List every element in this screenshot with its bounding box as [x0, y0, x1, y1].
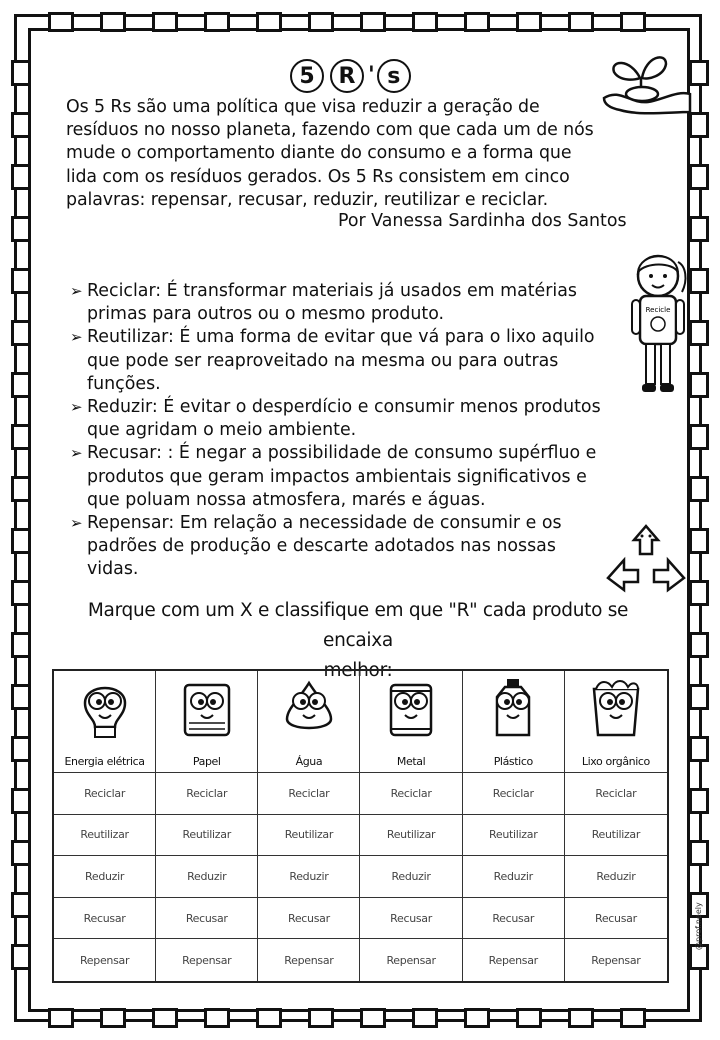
list-item-line: funções.	[87, 373, 161, 394]
bullet-arrow-icon: ➢	[70, 328, 83, 347]
bullet-arrow-icon: ➢	[70, 514, 83, 533]
border-link	[204, 1008, 230, 1028]
table-header-label: Energia elétrica	[64, 755, 145, 768]
table-option-cell[interactable]: Recusar	[463, 898, 565, 940]
border-link	[568, 1008, 594, 1028]
table-option-cell[interactable]: Repensar	[360, 939, 462, 981]
intro-line: mude o comportamento diante do consumo e a forma que	[66, 143, 572, 164]
lightbulb-character-icon	[75, 679, 135, 739]
border-link	[11, 580, 31, 606]
plant-in-hand-icon	[600, 38, 696, 118]
border-link	[100, 1008, 126, 1028]
border-link	[11, 840, 31, 866]
list-item-line: que pode ser reaproveitado na mesma ou para outras	[87, 350, 559, 371]
border-link	[11, 320, 31, 346]
table-header-cell	[54, 671, 156, 773]
list-item-line: Reciclar: É transformar materiais já usados em matérias	[87, 281, 577, 301]
table-option-cell[interactable]: Reutilizar	[156, 815, 258, 857]
title-number: 5	[290, 59, 324, 93]
list-item-line: Reutilizar: É uma forma de evitar que vá para o lixo aquilo	[87, 327, 595, 348]
border-link	[11, 944, 31, 970]
table-header-label: Lixo orgânico	[581, 755, 650, 768]
border-link	[11, 684, 31, 710]
table-option-cell[interactable]: Reutilizar	[565, 815, 667, 857]
water-drop-character-icon	[279, 679, 339, 739]
intro-line: Os 5 Rs são uma política que visa reduzir a geração de	[66, 97, 540, 117]
border-link	[689, 632, 709, 658]
border-link	[256, 12, 282, 32]
border-link	[689, 476, 709, 502]
table-option-cell[interactable]: Reciclar	[360, 773, 462, 815]
border-link	[11, 216, 31, 242]
border-link	[412, 12, 438, 32]
border-link	[48, 1008, 74, 1028]
table-header-label: Papel	[192, 755, 221, 768]
table-option-cell[interactable]: Reciclar	[258, 773, 360, 815]
border-link	[204, 12, 230, 32]
table-option-cell[interactable]: Reciclar	[156, 773, 258, 815]
title-letter: R	[330, 59, 364, 93]
border-link	[11, 372, 31, 398]
classification-table	[52, 669, 669, 983]
table-option-cell[interactable]: Repensar	[463, 939, 565, 981]
table-option-cell[interactable]: Reduzir	[360, 856, 462, 898]
border-link	[620, 1008, 646, 1028]
instruction-line: Marque com um X e classifique em que "R" cada produto se encaixa	[87, 600, 629, 651]
table-option-cell[interactable]: Repensar	[54, 939, 156, 981]
border-link	[689, 372, 709, 398]
border-link	[464, 1008, 490, 1028]
border-link	[100, 12, 126, 32]
border-link	[11, 60, 31, 86]
table-option-cell[interactable]: Recusar	[565, 898, 667, 940]
table-option-cell[interactable]: Repensar	[156, 939, 258, 981]
table-option-cell[interactable]: Reutilizar	[54, 815, 156, 857]
bullet-arrow-icon: ➢	[70, 282, 83, 300]
border-link	[48, 12, 74, 32]
intro-line: palavras: repensar, recusar, reduzir, reutilizar e reciclar.	[66, 189, 549, 210]
border-link	[11, 892, 31, 918]
intro-line: lida com os resíduos gerados. Os 5 Rs consistem em cinco	[66, 166, 570, 187]
table-option-cell[interactable]: Reciclar	[565, 773, 667, 815]
girl-shirt-text: Recicle	[645, 306, 671, 314]
border-link	[11, 632, 31, 658]
table-option-cell[interactable]: Reutilizar	[258, 815, 360, 857]
list-item-reduzir	[70, 396, 640, 442]
list-item-line: que poluam nossa atmosfera, marés e águas.	[87, 489, 486, 510]
border-link	[689, 268, 709, 294]
table-header-cell	[156, 671, 258, 773]
list-item-line: Recusar: : É negar a possibilidade de consumo supérfluo e	[87, 443, 597, 464]
list-item-recusar	[70, 442, 640, 512]
border-link	[568, 12, 594, 32]
table-header-label: Metal	[396, 755, 426, 768]
border-link	[308, 1008, 334, 1028]
page-title	[290, 56, 411, 96]
border-link	[689, 424, 709, 450]
list-item-line: Reduzir: É evitar o desperdício e consumir menos produtos	[87, 397, 601, 418]
border-link	[152, 1008, 178, 1028]
border-link	[11, 788, 31, 814]
border-link	[308, 12, 334, 32]
list-item-line: primas para outros ou o mesmo produto.	[87, 304, 445, 325]
border-link	[256, 1008, 282, 1028]
table-option-cell[interactable]: Repensar	[258, 939, 360, 981]
list-item-line: vidas.	[87, 559, 139, 580]
table-option-cell[interactable]: Reciclar	[463, 773, 565, 815]
table-option-cell[interactable]: Reutilizar	[360, 815, 462, 857]
list-item-reutilizar	[70, 326, 640, 396]
border-link	[412, 1008, 438, 1028]
border-link	[689, 736, 709, 762]
intro-paragraph	[66, 96, 606, 212]
table-header-label: Água	[295, 755, 323, 768]
intro-author: Por Vanessa Sardinha dos Santos	[338, 211, 627, 231]
border-link	[11, 112, 31, 138]
instruction-line: melhor:	[323, 660, 393, 681]
list-item-line: que agridam o meio ambiente.	[87, 420, 357, 441]
watermark: @prof.neely	[694, 902, 703, 950]
table-option-cell[interactable]: Reduzir	[463, 856, 565, 898]
table-header-cell	[258, 671, 360, 773]
border-link	[360, 12, 386, 32]
border-link	[689, 320, 709, 346]
table-option-cell[interactable]: Reciclar	[54, 773, 156, 815]
table-option-cell[interactable]: Repensar	[591, 953, 641, 967]
table-header-cell	[360, 671, 462, 773]
list-item-line: padrões de produção e descarte adotados nas nossas	[87, 536, 556, 557]
bullet-arrow-icon: ➢	[70, 398, 83, 417]
list-item-repensar	[70, 512, 640, 582]
table-header-cell	[565, 671, 667, 773]
border-link	[516, 12, 542, 32]
table-option-cell[interactable]: Reduzir	[156, 856, 258, 898]
intro-line: resíduos no nosso planeta, fazendo com que cada um de nós	[66, 120, 594, 141]
newspaper-character-icon	[177, 679, 237, 739]
plastic-bottle-character-icon	[483, 679, 543, 739]
table-option-cell[interactable]: Reutilizar	[463, 815, 565, 857]
table-option-cell[interactable]: Reduzir	[258, 856, 360, 898]
five-rs-list	[70, 280, 640, 582]
list-item-line: produtos que geram impactos ambientais significativos e	[87, 466, 587, 487]
border-link	[689, 788, 709, 814]
border-link	[11, 164, 31, 190]
table-option-cell[interactable]: Recusar	[360, 898, 462, 940]
border-link	[620, 12, 646, 32]
border-link	[152, 12, 178, 32]
organic-bin-character-icon	[586, 679, 646, 739]
table-header-cell	[463, 671, 565, 773]
border-link	[516, 1008, 542, 1028]
border-link	[11, 268, 31, 294]
list-item-line: Repensar: Em relação a necessidade de consumir e os	[87, 513, 562, 534]
title-apostrophe: '	[368, 63, 375, 88]
border-link	[360, 1008, 386, 1028]
border-link	[689, 840, 709, 866]
border-link	[689, 216, 709, 242]
border-link	[11, 528, 31, 554]
table-option-cell[interactable]: Recusar	[54, 898, 156, 940]
list-item-reciclar	[70, 280, 640, 326]
border-link	[464, 12, 490, 32]
border-link	[11, 736, 31, 762]
recycle-symbol-icon	[598, 520, 694, 600]
tin-can-character-icon	[381, 679, 441, 739]
title-suffix: s	[377, 59, 411, 93]
border-link	[689, 164, 709, 190]
border-link	[11, 476, 31, 502]
bullet-arrow-icon: ➢	[70, 444, 83, 463]
table-option-cell[interactable]: Reduzir	[54, 856, 156, 898]
table-header-label: Plástico	[493, 755, 533, 768]
table-option-cell[interactable]: Recusar	[258, 898, 360, 940]
table-option-cell[interactable]: Recusar	[156, 898, 258, 940]
table-option-cell[interactable]: Reduzir	[565, 856, 667, 898]
border-link	[11, 424, 31, 450]
border-link	[689, 684, 709, 710]
